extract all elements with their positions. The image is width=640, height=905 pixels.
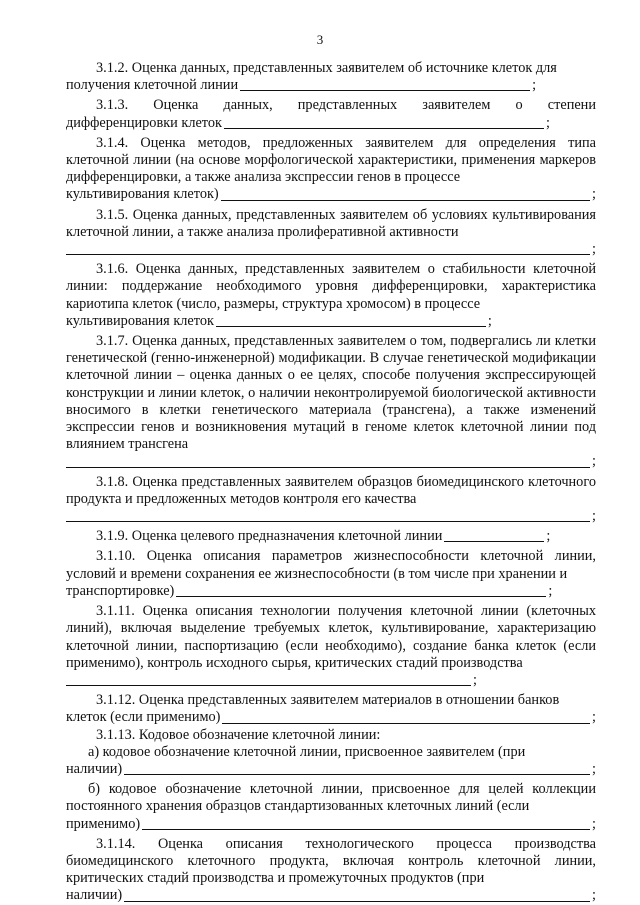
document-body [66,60,596,905]
item-3-1-13-a: а) кодовое обозначение клеточной линии, присвоенное заявителем (при [88,743,526,760]
item-3-1-5: 3.1.5. Оценка данных, представленных заявителем об условиях культивирования клеточной линии, а также анализа пролиферативной активности [66,206,596,240]
item-3-1-8: 3.1.8. Оценка представленных заявителем образцов биомедицинского клеточного продукта и предложенных методов контроля его качества [66,473,596,507]
item-3-1-14: 3.1.14. Оценка описания технологического процесса производства биомедицинского клеточного продукта, включая контроль клеточной линии, критических стадий производства и промежуточных продуктов (при [66,835,596,887]
item-3-1-14-fill: наличии) ; [66,887,596,904]
item-tail: получения клеточной линии [66,77,239,94]
item-3-1-5-fill: ; [66,241,596,258]
item-3-1-6: 3.1.6. Оценка данных, представленных заявителем о стабильности клеточной линии: поддержание необходимого уровня дифференцировки, характеристика кариотипа клеток (число, размеры, структура хромосом) в процессе [66,261,596,312]
item-3-1-7-fill: ; [66,453,596,470]
item-3-1-12: 3.1.12. Оценка представленных заявителем материалов в отношении банков [96,692,560,709]
blank-line [66,242,590,255]
item-3-1-4: 3.1.4. Оценка методов, предложенных заявителем для определения типа клеточной линии (на основе морфологической характеристики, применения маркеров дифференцировки, а также анализа экспрессии генов в процессе [66,134,596,186]
blank-line [444,529,544,542]
blank-line [66,673,471,686]
item-3-1-3: 3.1.3. Оценка данных, представленных заявителем о степени [96,97,596,114]
item-3-1-11: 3.1.11. Оценка описания технологии получения клеточной линии (клеточных линий), включая выделение требуемых клеток, культивирование, характеризацию клеточной линии, паспортизацию (если необходимо), создание банка клеток (если применимо), контроль исходного сырья, критических стадий производства [66,603,596,671]
blank-line [224,116,544,129]
blank-line [221,188,590,201]
item-3-1-13-a-fill: наличии) ; [66,760,596,777]
item-3-1-4-fill: культивирования клеток) ; [66,186,596,203]
page-number: 3 [316,32,324,47]
item-3-1-12-fill: клеток (если применимо) ; [66,709,596,726]
blank-line [142,817,590,830]
item-3-1-13-b: б) кодовое обозначение клеточной линии, присвоенное для целей коллекции постоянного хранения образцов стандартизованных клеточных линий (если [66,781,596,815]
item-3-1-3-fill: дифференцировки клеток ; [66,114,550,131]
item-3-1-13: 3.1.13. Кодовое обозначение клеточной линии: [96,726,381,743]
item-3-1-2 [66,60,596,77]
item-3-1-10-fill: транспортировке) ; [66,582,553,599]
item-3-1-11-fill: ; [66,672,596,689]
item-3-1-10: 3.1.10. Оценка описания параметров жизнеспособности клеточной линии, условий и времени сохранения ее жизнеспособности (в том числе при хранении и [66,548,596,582]
blank-line [222,711,590,724]
item-3-1-6-fill: культивирования клеток ; [66,312,492,329]
blank-line [66,509,590,522]
blank-line [124,762,590,775]
item-text: 3.1.2. Оценка данных, представленных заявителем об источнике клеток для [96,60,557,76]
item-3-1-9: 3.1.9. Оценка целевого предназначения клеточной линии ; [96,528,551,545]
item-3-1-8-fill: ; [66,508,596,525]
blank-line [66,455,590,468]
blank-line [216,314,486,327]
item-3-1-2-fill: получения клеточной линии ; [66,77,537,94]
item-3-1-13-b-fill: применимо) ; [66,815,596,832]
blank-line [176,584,546,597]
blank-line [240,78,530,91]
blank-line [124,889,590,902]
item-3-1-7: 3.1.7. Оценка данных, представленных заявителем о том, подвергались ли клетки генетической (генно-инженерной) модификации. В случае генетической модификации клеточной линии – оценка данных о ее целях, способе получения экспрессирующей конструкции и линии клеток, о наличии неконтролируемой биологической активности вносимого в клетки генетического материала (трансгена), а также изменений экспрессии генов и возникновения мутаций в геноме клеток клеточной линии под влиянием трансгена [66,333,596,453]
